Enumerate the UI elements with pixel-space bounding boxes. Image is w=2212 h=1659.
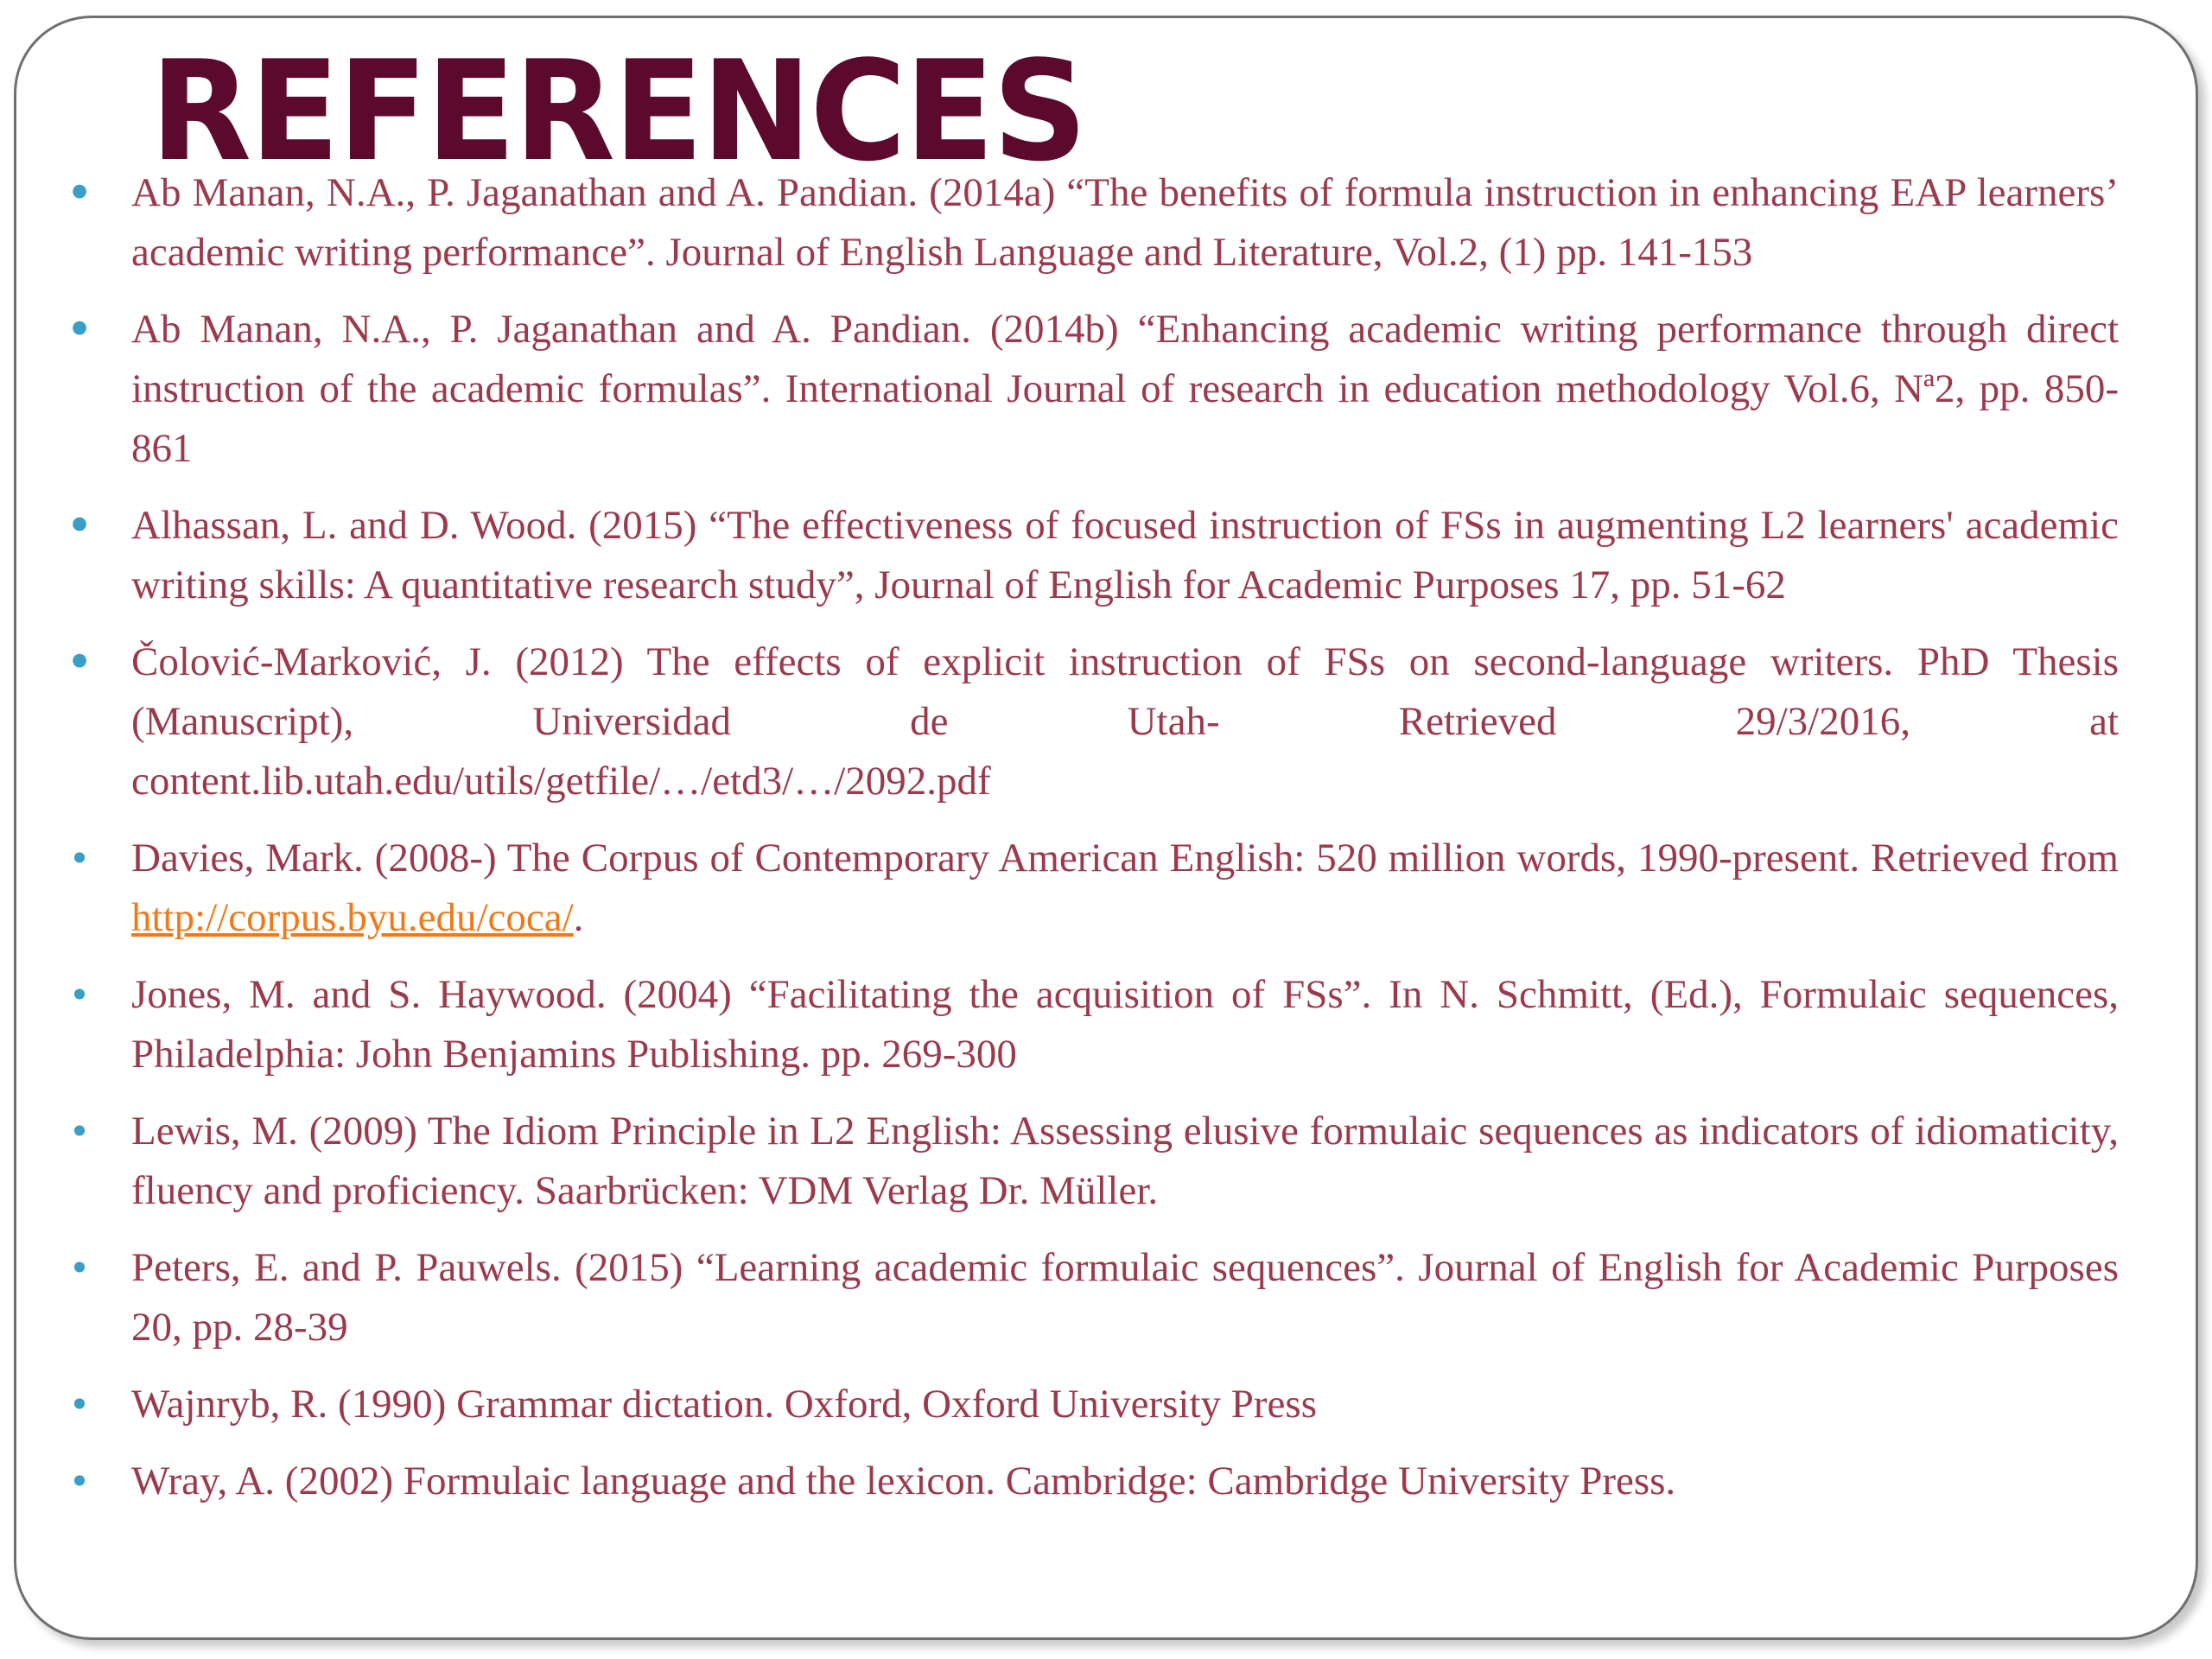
- reference-item: [68, 1452, 2119, 1511]
- bullet-icon: •: [66, 499, 93, 553]
- reference-item: [66, 300, 2119, 479]
- reference-item: [68, 1102, 2119, 1221]
- reference-url-text: content.lib.utah.edu/utils/getfile/…/etd3/…/2092.pdf: [131, 759, 991, 804]
- reference-item: [68, 965, 2119, 1084]
- reference-item: [66, 632, 2119, 811]
- reference-item: [68, 1375, 2119, 1434]
- reference-text: Jones, M. and S. Haywood. (2004) “Facilitating the acquisition of FSs”. In N. Schmitt, (Ed.), Formulaic sequences, Philadelphia: John Benjamins Publishing. pp. 269-300: [131, 972, 2119, 1077]
- bullet-icon: •: [68, 837, 91, 880]
- reference-text: Ab Manan, N.A., P. Jaganathan and A. Pandian. (2014b) “Enhancing academic writing performance through direct instruction of the academic formulas”. International Journal of research in education methodology Vol.6, Nª2, pp. 850-861: [131, 307, 2119, 471]
- bullet-icon: •: [68, 1247, 91, 1289]
- reference-suffix: .: [573, 895, 584, 940]
- reference-text: Lewis, M. (2009) The Idiom Principle in L2 English: Assessing elusive formulaic sequences as indicators of idiomaticity, fluency and proficiency. Saarbrücken: VDM Verlag Dr. Müller.: [131, 1109, 2119, 1213]
- bullet-icon: •: [66, 302, 93, 357]
- reference-item: [66, 496, 2119, 615]
- bullet-icon: •: [66, 166, 93, 220]
- bullet-icon: •: [68, 974, 91, 1016]
- reference-text: Wajnryb, R. (1990) Grammar dictation. Oxford, Oxford University Press: [131, 1382, 1317, 1427]
- reference-text: Alhassan, L. and D. Wood. (2015) “The effectiveness of focused instruction of FSs in augmenting L2 learners' academic writing skills: A quantitative research study”, Journal of English for Academic Purposes 17, pp. 51-62: [131, 503, 2119, 607]
- reference-item: [66, 163, 2119, 283]
- page-title: REFERENCES: [150, 30, 1086, 192]
- corpus-link[interactable]: http://corpus.byu.edu/coca/: [131, 895, 574, 940]
- reference-item: [68, 1238, 2119, 1357]
- reference-text: Čolović-Marković, J. (2012) The effects of explicit instruction of FSs on second-language writers. PhD Thesis (Manuscript), Universidad de Utah- Retrieved 29/3/2016, at: [131, 639, 2119, 744]
- bullet-icon: •: [68, 1460, 91, 1503]
- reference-text: Ab Manan, N.A., P. Jaganathan and A. Pandian. (2014a) “The benefits of formula instruction in enhancing EAP learners’ academic writing performance”. Journal of English Language and Literature, Vol.2, (1) pp. 141-153: [131, 170, 2119, 275]
- reference-item: [68, 829, 2119, 948]
- references-list: [66, 163, 2119, 1529]
- bullet-icon: •: [68, 1110, 91, 1153]
- bullet-icon: •: [66, 635, 93, 690]
- reference-text: Wray, A. (2002) Formulaic language and the lexicon. Cambridge: Cambridge University Press.: [131, 1459, 1676, 1503]
- reference-text: Peters, E. and P. Pauwels. (2015) “Learning academic formulaic sequences”. Journal of English for Academic Purposes 20, pp. 28-39: [131, 1245, 2119, 1350]
- reference-text: Davies, Mark. (2008-) The Corpus of Contemporary American English: 520 million words, 1990-present. Retrieved from: [131, 836, 2119, 880]
- slide-frame: [14, 16, 2198, 1640]
- bullet-icon: •: [68, 1383, 91, 1426]
